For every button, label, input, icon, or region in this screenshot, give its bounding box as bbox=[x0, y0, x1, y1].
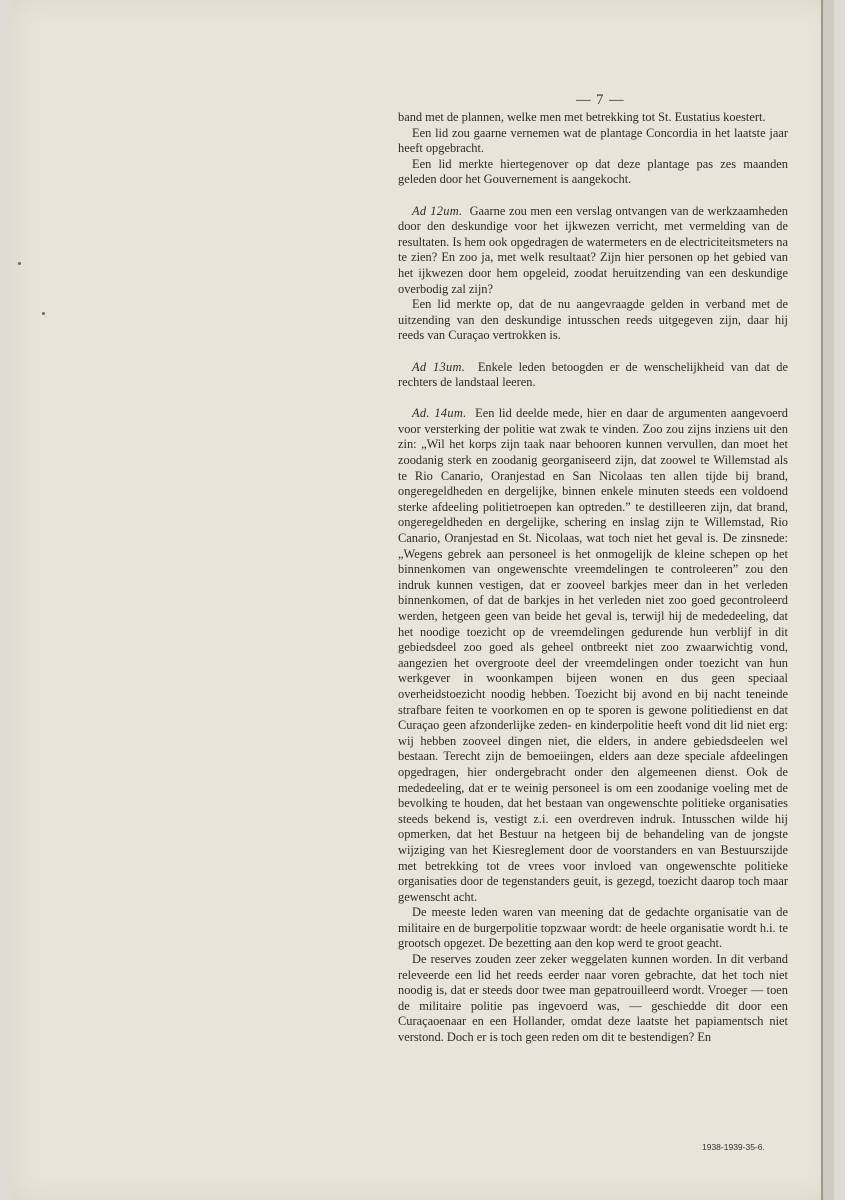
paragraph-text: Gaarne zou men een verslag ontvangen van de werkzaamheden door den deskundige voor het ijkwezen verricht, met vermelding van de resultaten. Is hem ook opgedragen de watermeters en de electriciteitsmeters na te zien? En zoo ja, met welk resultaat? Zijn hier personen op het gebied van het ijkwezen door hem opgeleid, zoodat heruitzending van een deskundige overbodig zal zijn? bbox=[398, 203, 788, 296]
agenda-label: Ad 13um. bbox=[412, 359, 466, 374]
paragraph: Een lid zou gaarne vernemen wat de plantage Concordia in het laatste jaar heeft opgebracht. bbox=[398, 125, 788, 156]
paragraph-ad-14 bbox=[398, 406, 788, 905]
document-reference: 1938-1939-35-6. bbox=[702, 1142, 765, 1152]
paragraph: De reserves zouden zeer zeker weggelaten kunnen worden. In dit verband releveerde een lid het reeds eerder naar voren gebrachte, dat het toch niet noodig is, dat er steeds door twee man gepatrouilleerd wordt. Vroeger — toen de militaire politie pas ingevoerd was, — geschiedde dit door een Curaçaoenaar en een Hollander, omdat deze laatste het papiamentsch niet verstond. Doch er is toch geen reden om dit te bestendigen? En bbox=[398, 952, 788, 1045]
document-page bbox=[12, 0, 834, 1200]
paragraph-text: Een lid deelde mede, hier en daar de argumenten aangevoerd voor versterking der politie wat zwak te vinden. Zoo zou zijns inziens uit den zin: „Wil het korps zijn taak naar behooren kunnen vervullen, dan moet het zoodanig sterk en zoodanig georganiseerd zijn, dat zoowel te Willemstad als te Rio Canario, Oranjestad en San Nicolaas ten allen tijde bij brand, ongeregeldheden en dergelijke, binnen enkele minuten steeds een voldoend sterke afdeeling politietroepen kan optreden.” te destilleeren zijn, dat brand, ongeregeldheden en dergelijke, schering en inslag zijn te Willemstad, Rio Canario, Oranjestad en St. Nicolaas, wat toch niet het geval is. De zinsnede: „Wegens gebrek aan personeel is het onmogelijk de kleine schepen op het binnenkomen van ongewenschte vreemdelingen te controleeren” zou den indruk kunnen vestigen, dat er zooveel barkjes meer dan in het verleden binnenkomen, of dat de barkjes in het verleden niet zoo goed gecontroleerd werden, hetgeen geen van beide het geval is, terwijl hij de mededeeling, dat het noodige toezicht op de vreemdelingen gedurende hun verblijf in dit gebiedsdeel zoo goed als geheel ontbreekt niet zoo zwaarwichtig vond, aangezien het overgroote deel der vreemdelingen onder toezicht van hun werkgever in woonkampen bijeen wonen en dus geen speciaal overheidstoezicht noodig hebben. Toezicht bij avond en bij nacht teneinde strafbare feiten te voorkomen en op te sporen is gewone politiedienst en dat Curaçao geen afzonderlijke zeden- en kinderpolitie heeft vond dit lid niet erg: wij hebben zooveel dingen niet, die elders, in andere gebiedsdeelen wel bestaan. Terecht zijn de bemoeiingen, elders aan deze speciale afdeelingen opgedragen, hier ondergebracht onder den algemeenen dienst. Ook de mededeeling, dat er te weinig personeel is om een zoodanige voeling met de bevolking te houden, dat het bestaan van ongewenschte politieke organisaties steeds bekend is, vestigt z.i. een overdreven indruk. Intusschen wilde hij opmerken, dat het Bestuur na hetgeen bij de behandeling van de jongste wijziging van het Kiesreglement door de voorstanders en van Bestuurszijde met betrekking tot de vrees voor invloed van ongewenschte politieke organisaties door de tegenstanders geuit, is gezegd, toezicht daarop toch maar gewenscht acht. bbox=[398, 406, 788, 904]
punch-mark bbox=[18, 262, 21, 265]
paragraph-text: Enkele leden betoogden er de wenschelijkheid van dat de rechters de landstaal leeren. bbox=[398, 359, 788, 390]
page-number: — 7 — bbox=[576, 92, 625, 108]
page-edge-shadow bbox=[821, 0, 823, 1200]
paragraph-ad-12 bbox=[398, 204, 788, 298]
paragraph: band met de plannen, welke men met betrekking tot St. Eustatius koestert. bbox=[398, 110, 766, 124]
agenda-label: Ad. 14um. bbox=[412, 406, 467, 421]
text-column bbox=[398, 110, 788, 1046]
paragraph: Een lid merkte op, dat de nu aangevraagde gelden in verband met de uitzending van den deskundige intusschen reeds uitgegeven zijn, daar hij reeds van Curaçao vertrokken is. bbox=[398, 297, 788, 343]
page-edge bbox=[823, 0, 834, 1200]
paragraph: Een lid merkte hiertegenover op dat deze plantage pas zes maanden geleden door het Gouvernement is aangekocht. bbox=[398, 156, 788, 187]
agenda-label: Ad 12um. bbox=[412, 203, 463, 218]
paragraph-ad-13 bbox=[398, 360, 788, 391]
paragraph: De meeste leden waren van meening dat de gedachte organisatie van de militaire en de burgerpolitie topzwaar wordt: de heele organisatie wordt h.i. te grootsch opgezet. De bezetting aan den kop werd te groot geacht. bbox=[398, 905, 788, 951]
punch-mark bbox=[42, 312, 45, 315]
